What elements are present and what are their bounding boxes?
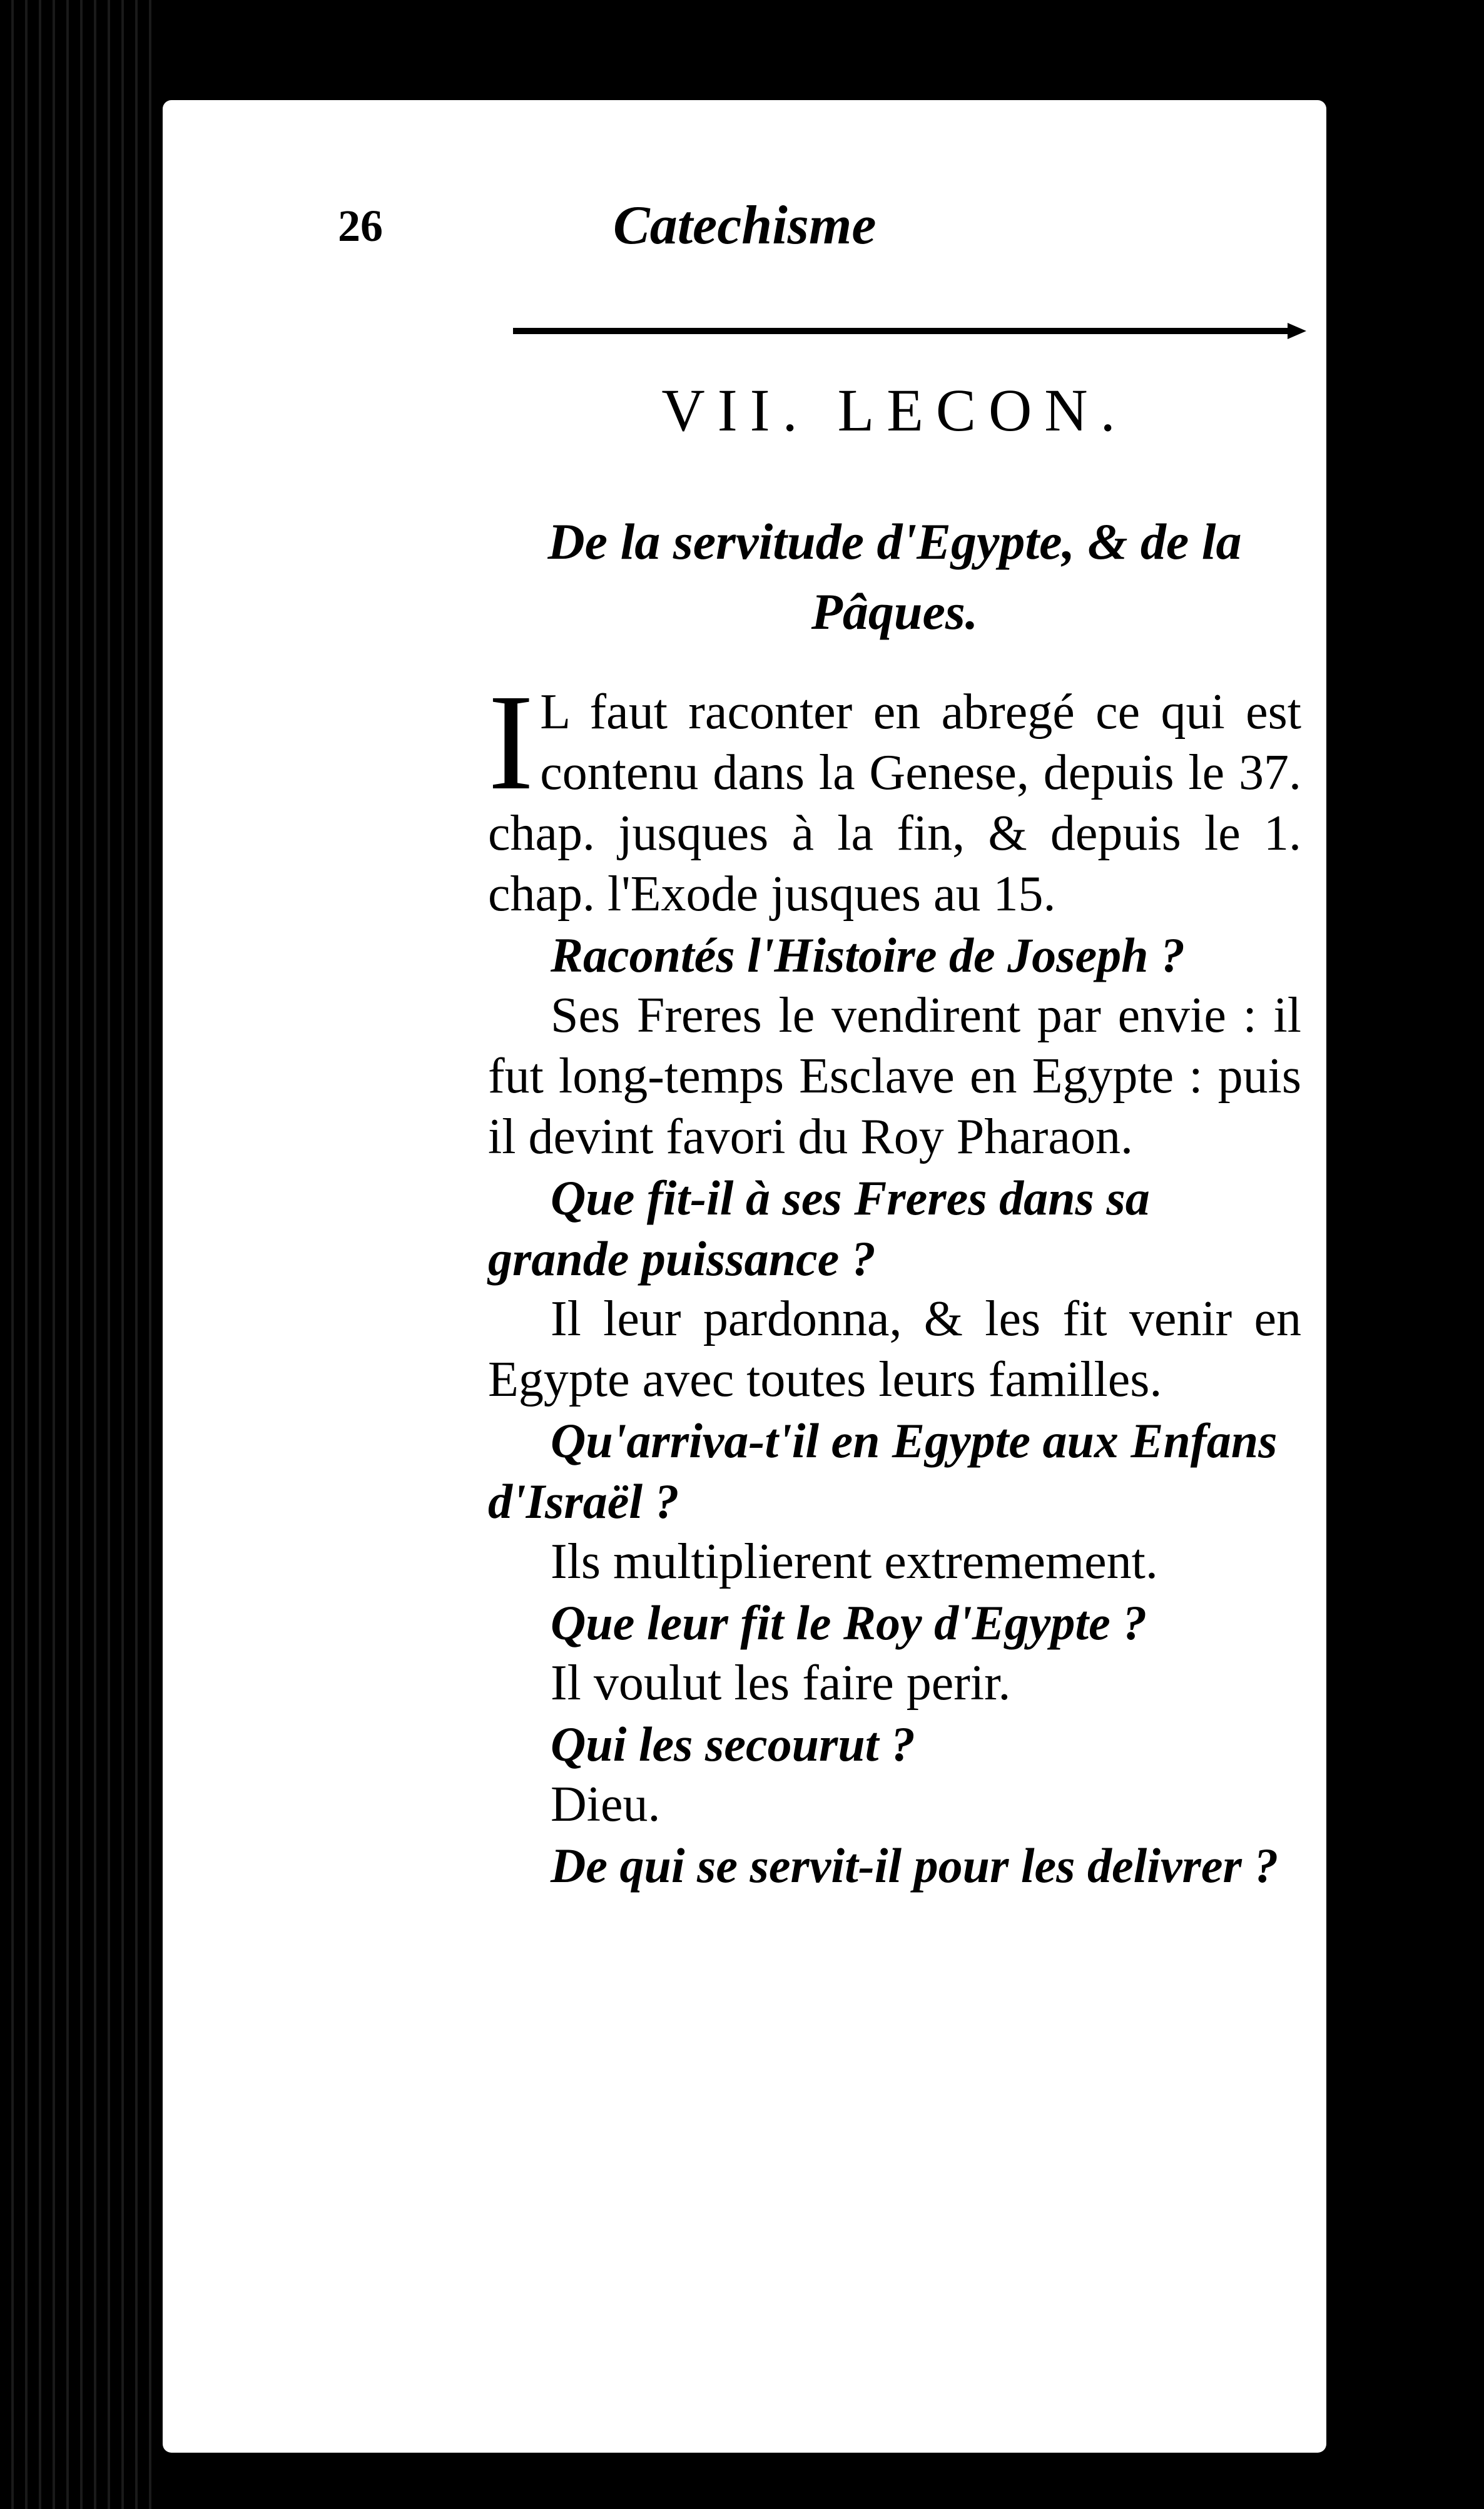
subtitle-line-2: Pâques.: [811, 583, 978, 640]
answer-2: Il leur pardonna, & les fit venir en Egypte avec toutes leurs familles.: [488, 1291, 1301, 1407]
running-head: Catechisme: [613, 195, 877, 256]
subtitle-line-1: De la servitude d'Egypte, & de la: [547, 513, 1242, 570]
question-2: Que fit-il à ses Freres dans sa grande puissance ?: [488, 1171, 1150, 1286]
lesson-body: [488, 666, 1301, 1896]
question-3: Qu'arriva-t'il en Egypte aux Enfans d'Israël ?: [488, 1413, 1278, 1529]
question-5: Qui les secourut ?: [551, 1717, 915, 1771]
lesson-title: VII. LECON.: [661, 377, 1128, 444]
book-gutter: [0, 0, 163, 2509]
page-header: [338, 188, 1301, 263]
question-1: Racontés l'Histoire de Joseph ?: [551, 928, 1185, 982]
question-4: Que leur fit le Roy d'Egypte ?: [551, 1595, 1147, 1650]
answer-5: Dieu.: [551, 1777, 661, 1832]
answer-4: Il voulut les faire perir.: [551, 1656, 1011, 1711]
lesson-subtitle: [488, 507, 1301, 647]
answer-3: Ils multiplierent extremement.: [551, 1534, 1158, 1589]
intro-text: L faut raconter en abregé ce qui est contenu dans la Genese, depuis le 37. chap. jusques à la fin, & depuis le 1. chap. l'Exode jusques au 15.: [488, 685, 1301, 922]
intro-paragraph: [488, 666, 1301, 925]
drop-cap: I: [488, 666, 534, 818]
page-number: 26: [338, 201, 383, 251]
question-6: De qui se servit-il pour les delivrer ?: [551, 1838, 1279, 1893]
answer-1: Ses Freres le vendirent par envie : il fut long-temps Esclave en Egypte : puis il devint favori du Roy Pharaon.: [488, 988, 1301, 1164]
header-rule: [513, 328, 1289, 334]
scan-background: [1326, 0, 1484, 2509]
